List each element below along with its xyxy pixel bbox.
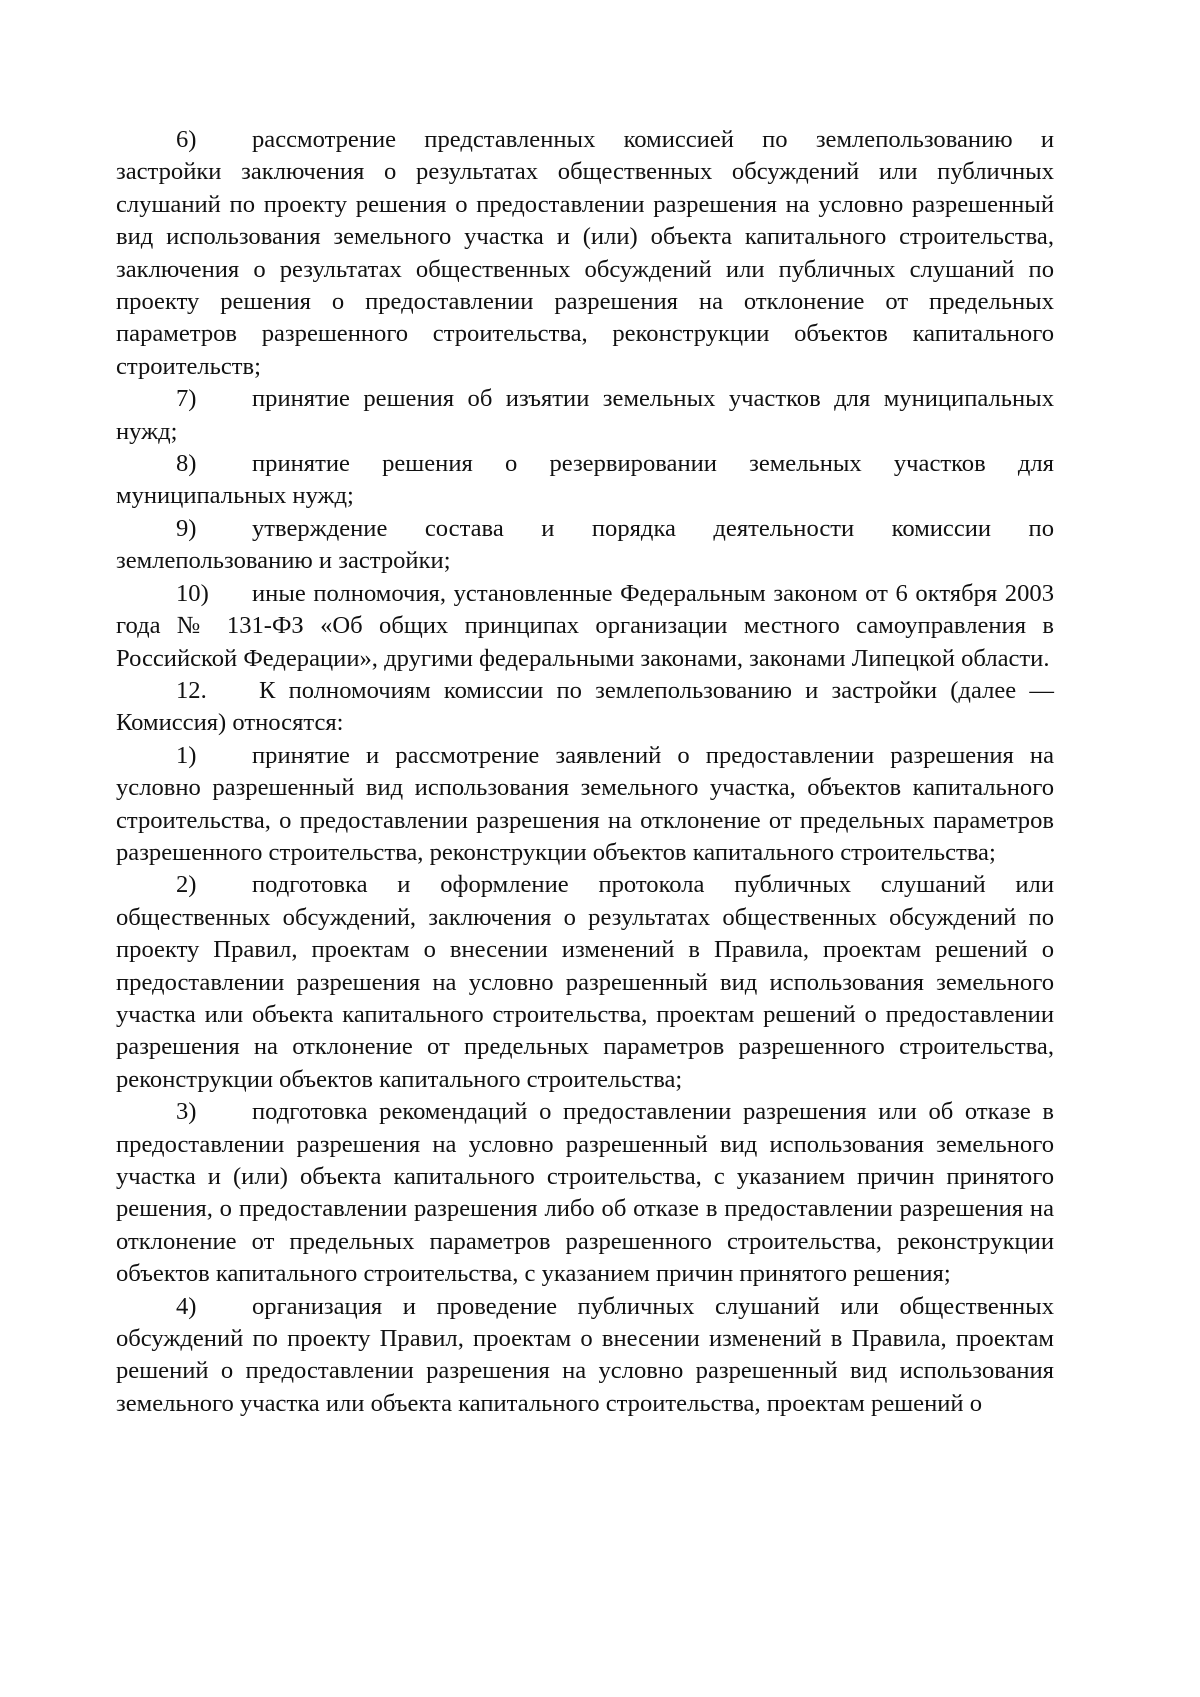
item-text: принятие решения об изъятии земельных участков для муниципальных нужд; [116, 385, 1054, 445]
item-number: 4) [176, 1292, 197, 1320]
item-number: 1) [176, 741, 197, 769]
list-item-7 [116, 383, 1054, 448]
item-text: принятие решения о резервировании земельных участков для муниципальных нужд; [116, 450, 1054, 510]
item-number: 9) [176, 514, 197, 542]
list-item-1 [116, 740, 1054, 870]
list-item-4 [116, 1291, 1054, 1421]
list-item-6 [116, 124, 1054, 383]
list-item-9 [116, 513, 1054, 578]
item-text: подготовка и оформление протокола публичных слушаний или общественных обсуждений, заключения о результатах общественных обсуждений по проекту Правил, проектам о внесении изменений в Правила, проектам решений о предоставлении разрешения на условно разрешенный вид использования земельного участка или объекта капитального строительства, проектам решений о предоставлении разрешения на отклонение от предельных параметров разрешенного строительства, реконструкции объектов капитального строительства; [116, 871, 1054, 1093]
item-text: рассмотрение представленных комиссией по землепользованию и застройки заключения о результатах общественных обсуждений или публичных слушаний по проекту решения о предоставлении разрешения на условно разрешенный вид использования земельного участка и (или) объекта капитального строительства, заключения о результатах общественных обсуждений или публичных слушаний по проекту решения о предоставлении разрешения на отклонение от предельных параметров разрешенного строительства, реконструкции объектов капитального строительств; [116, 126, 1054, 380]
item-number: 10) [176, 579, 209, 607]
document-page [116, 124, 1054, 1420]
section-number: 12. [176, 676, 207, 704]
list-item-3 [116, 1096, 1054, 1290]
section-12 [116, 675, 1054, 740]
section-text: К полномочиям комиссии по землепользованию и застройки (далее — Комиссия) относятся: [116, 676, 1054, 737]
item-number: 8) [176, 450, 197, 478]
item-text: иные полномочия, установленные Федеральным законом от 6 октября 2003 года № 131-ФЗ «Об общих принципах организации местного самоуправления в Российской Федерации», другими федеральными законами, законами Липецкой области. [116, 579, 1054, 672]
item-text: организация и проведение публичных слушаний или общественных обсуждений по проекту Правил, проектам о внесении изменений в Правила, проектам решений о предоставлении разрешения на условно разрешенный вид использования земельного участка или объекта капитального строительства, проектам решений о [116, 1292, 1054, 1417]
list-item-10 [116, 578, 1054, 675]
list-item-8 [116, 448, 1054, 513]
item-number: 7) [176, 385, 197, 413]
item-number: 6) [176, 126, 197, 153]
item-number: 3) [176, 1098, 197, 1126]
item-text: подготовка рекомендаций о предоставлении разрешения или об отказе в предоставлении разрешения на условно разрешенный вид использования земельного участка и (или) объекта капитального строительства, с указанием причин принятого решения, о предоставлении разрешения либо об отказе в предоставлении разрешения на отклонение от предельных параметров разрешенного строительства, реконструкции объектов капитального строительства, с указанием причин принятого решения; [116, 1098, 1054, 1288]
item-text: утверждение состава и порядка деятельности комиссии по землепользованию и застройки; [116, 514, 1054, 575]
item-number: 2) [176, 871, 197, 899]
list-item-2 [116, 869, 1054, 1096]
item-text: принятие и рассмотрение заявлений о предоставлении разрешения на условно разрешенный вид использования земельного участка, объектов капитального строительства, о предоставлении разрешения на отклонение от предельных параметров разрешенного строительства, реконструкции объектов капитального строительства; [116, 741, 1054, 866]
